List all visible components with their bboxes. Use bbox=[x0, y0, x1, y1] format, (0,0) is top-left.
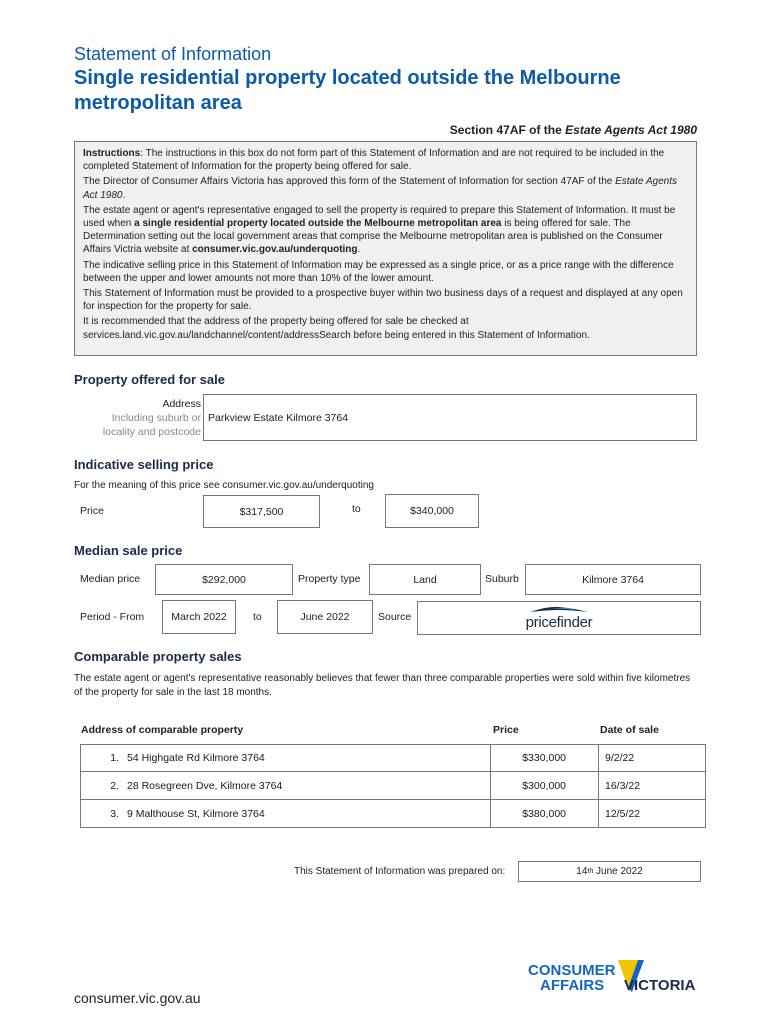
footer-url: consumer.vic.gov.au bbox=[74, 990, 201, 1006]
instructions-box: Instructions: The instructions in this box do not form part of this Statement of Information and are not required to be included in the completed Statement of Information for the property being offered for sale. The Director of Consumer Affairs Victoria has approved this form of the Statement of Information for section 47AF of the Estate Agents Act 1980. The estate agent or agent's representative engaged to sell the property is required to prepare this Statement of Information. It must be used when a single residential property located outside the Melbourne metropolitan area is being offered for sale. The Determination setting out the local government areas that comprise the Melbourne metropolitan area is published on the Consumer Affairs Victria website at consumer.vic.gov.au/underquoting. The indicative selling price in this Statement of Information may be expressed as a single price, or as a price range with the difference between the upper and lower amounts not more than 10% of the lower amount. This Statement of Information must be provided to a prospective buyer within two business days of a request and displayed at any open for inspection for the property for sale. It is recommended that the address of the property being offered for sale be checked at services.land.vic.gov.au/landchannel/content/addressSearch before being entered in this Statement of Information. bbox=[74, 141, 697, 356]
pricefinder-logo: pricefinder bbox=[525, 613, 593, 631]
table-row bbox=[80, 800, 706, 828]
logo-victoria-text: VICTORIA bbox=[624, 977, 696, 994]
table-row bbox=[80, 744, 706, 772]
price-to-label: to bbox=[352, 503, 361, 515]
price-high-field[interactable]: $340,000 bbox=[385, 494, 479, 528]
row-date[interactable]: 9/2/22 bbox=[605, 752, 635, 764]
prepared-date-field[interactable]: 14 th June 2022 bbox=[518, 861, 701, 882]
price-section-title: Indicative selling price bbox=[74, 457, 214, 472]
row-price[interactable]: $330,000 bbox=[490, 745, 599, 771]
property-address-field[interactable]: Parkview Estate Kilmore 3764 bbox=[203, 394, 697, 441]
comparable-section-title: Comparable property sales bbox=[74, 649, 242, 664]
consumer-affairs-victoria-logo bbox=[528, 958, 703, 1002]
source-label: Source bbox=[378, 611, 412, 623]
property-type-field[interactable]: Land bbox=[369, 564, 481, 595]
row-price[interactable]: $380,000 bbox=[490, 800, 599, 827]
row-price[interactable]: $300,000 bbox=[490, 772, 599, 799]
row-address[interactable]: 54 Highgate Rd Kilmore 3764 bbox=[127, 752, 265, 764]
logo-consumer-text: CONSUMER bbox=[528, 962, 616, 979]
row-number: 2. bbox=[110, 779, 119, 792]
source-field[interactable] bbox=[417, 601, 701, 635]
logo-affairs-text: AFFAIRS bbox=[540, 977, 605, 994]
period-to-field[interactable]: June 2022 bbox=[277, 600, 373, 634]
form-title: Single residential property located outside the Melbourne metropolitan area bbox=[74, 67, 621, 114]
row-address[interactable]: 28 Rosegreen Dve, Kilmore 3764 bbox=[127, 779, 283, 792]
section-reference: Section 47AF of the Estate Agents Act 1980 bbox=[449, 123, 697, 137]
comparable-table bbox=[80, 744, 706, 828]
col-address-header: Address of comparable property bbox=[81, 724, 244, 736]
property-section-title: Property offered for sale bbox=[74, 372, 225, 387]
col-date-header: Date of sale bbox=[600, 724, 659, 736]
suburb-label: Suburb bbox=[485, 573, 519, 585]
table-row bbox=[80, 772, 706, 800]
pricefinder-swoosh-icon bbox=[528, 606, 590, 613]
comparable-note: The estate agent or agent's representative reasonably believes that fewer than three comparable properties were sold within five kilometres of the property for sale in the last 18 months. bbox=[74, 673, 691, 698]
row-number: 3. bbox=[110, 807, 119, 820]
median-price-label: Median price bbox=[80, 573, 141, 585]
row-number: 1. bbox=[110, 752, 119, 764]
price-low-field[interactable]: $317,500 bbox=[203, 495, 320, 528]
address-label: Address Including suburb or locality and postcode bbox=[102, 398, 201, 438]
median-section-title: Median sale price bbox=[74, 543, 183, 558]
period-to-label: to bbox=[253, 611, 262, 623]
suburb-field[interactable]: Kilmore 3764 bbox=[525, 564, 701, 595]
period-from-field[interactable]: March 2022 bbox=[162, 600, 236, 634]
property-type-label: Property type bbox=[298, 573, 361, 585]
form-subtitle: Statement of Information bbox=[74, 44, 272, 64]
median-price-field[interactable]: $292,000 bbox=[155, 564, 293, 595]
row-date[interactable]: 16/3/22 bbox=[605, 779, 641, 792]
prepared-on-label: This Statement of Information was prepared on: bbox=[294, 866, 506, 877]
col-price-header: Price bbox=[493, 724, 519, 736]
price-label: Price bbox=[80, 505, 104, 517]
row-address[interactable]: 9 Malthouse St, Kilmore 3764 bbox=[127, 807, 265, 820]
period-from-label: Period - From bbox=[80, 611, 145, 623]
price-note: For the meaning of this price see consumer.vic.gov.au/underquoting bbox=[74, 480, 374, 491]
row-date[interactable]: 12/5/22 bbox=[605, 807, 641, 820]
